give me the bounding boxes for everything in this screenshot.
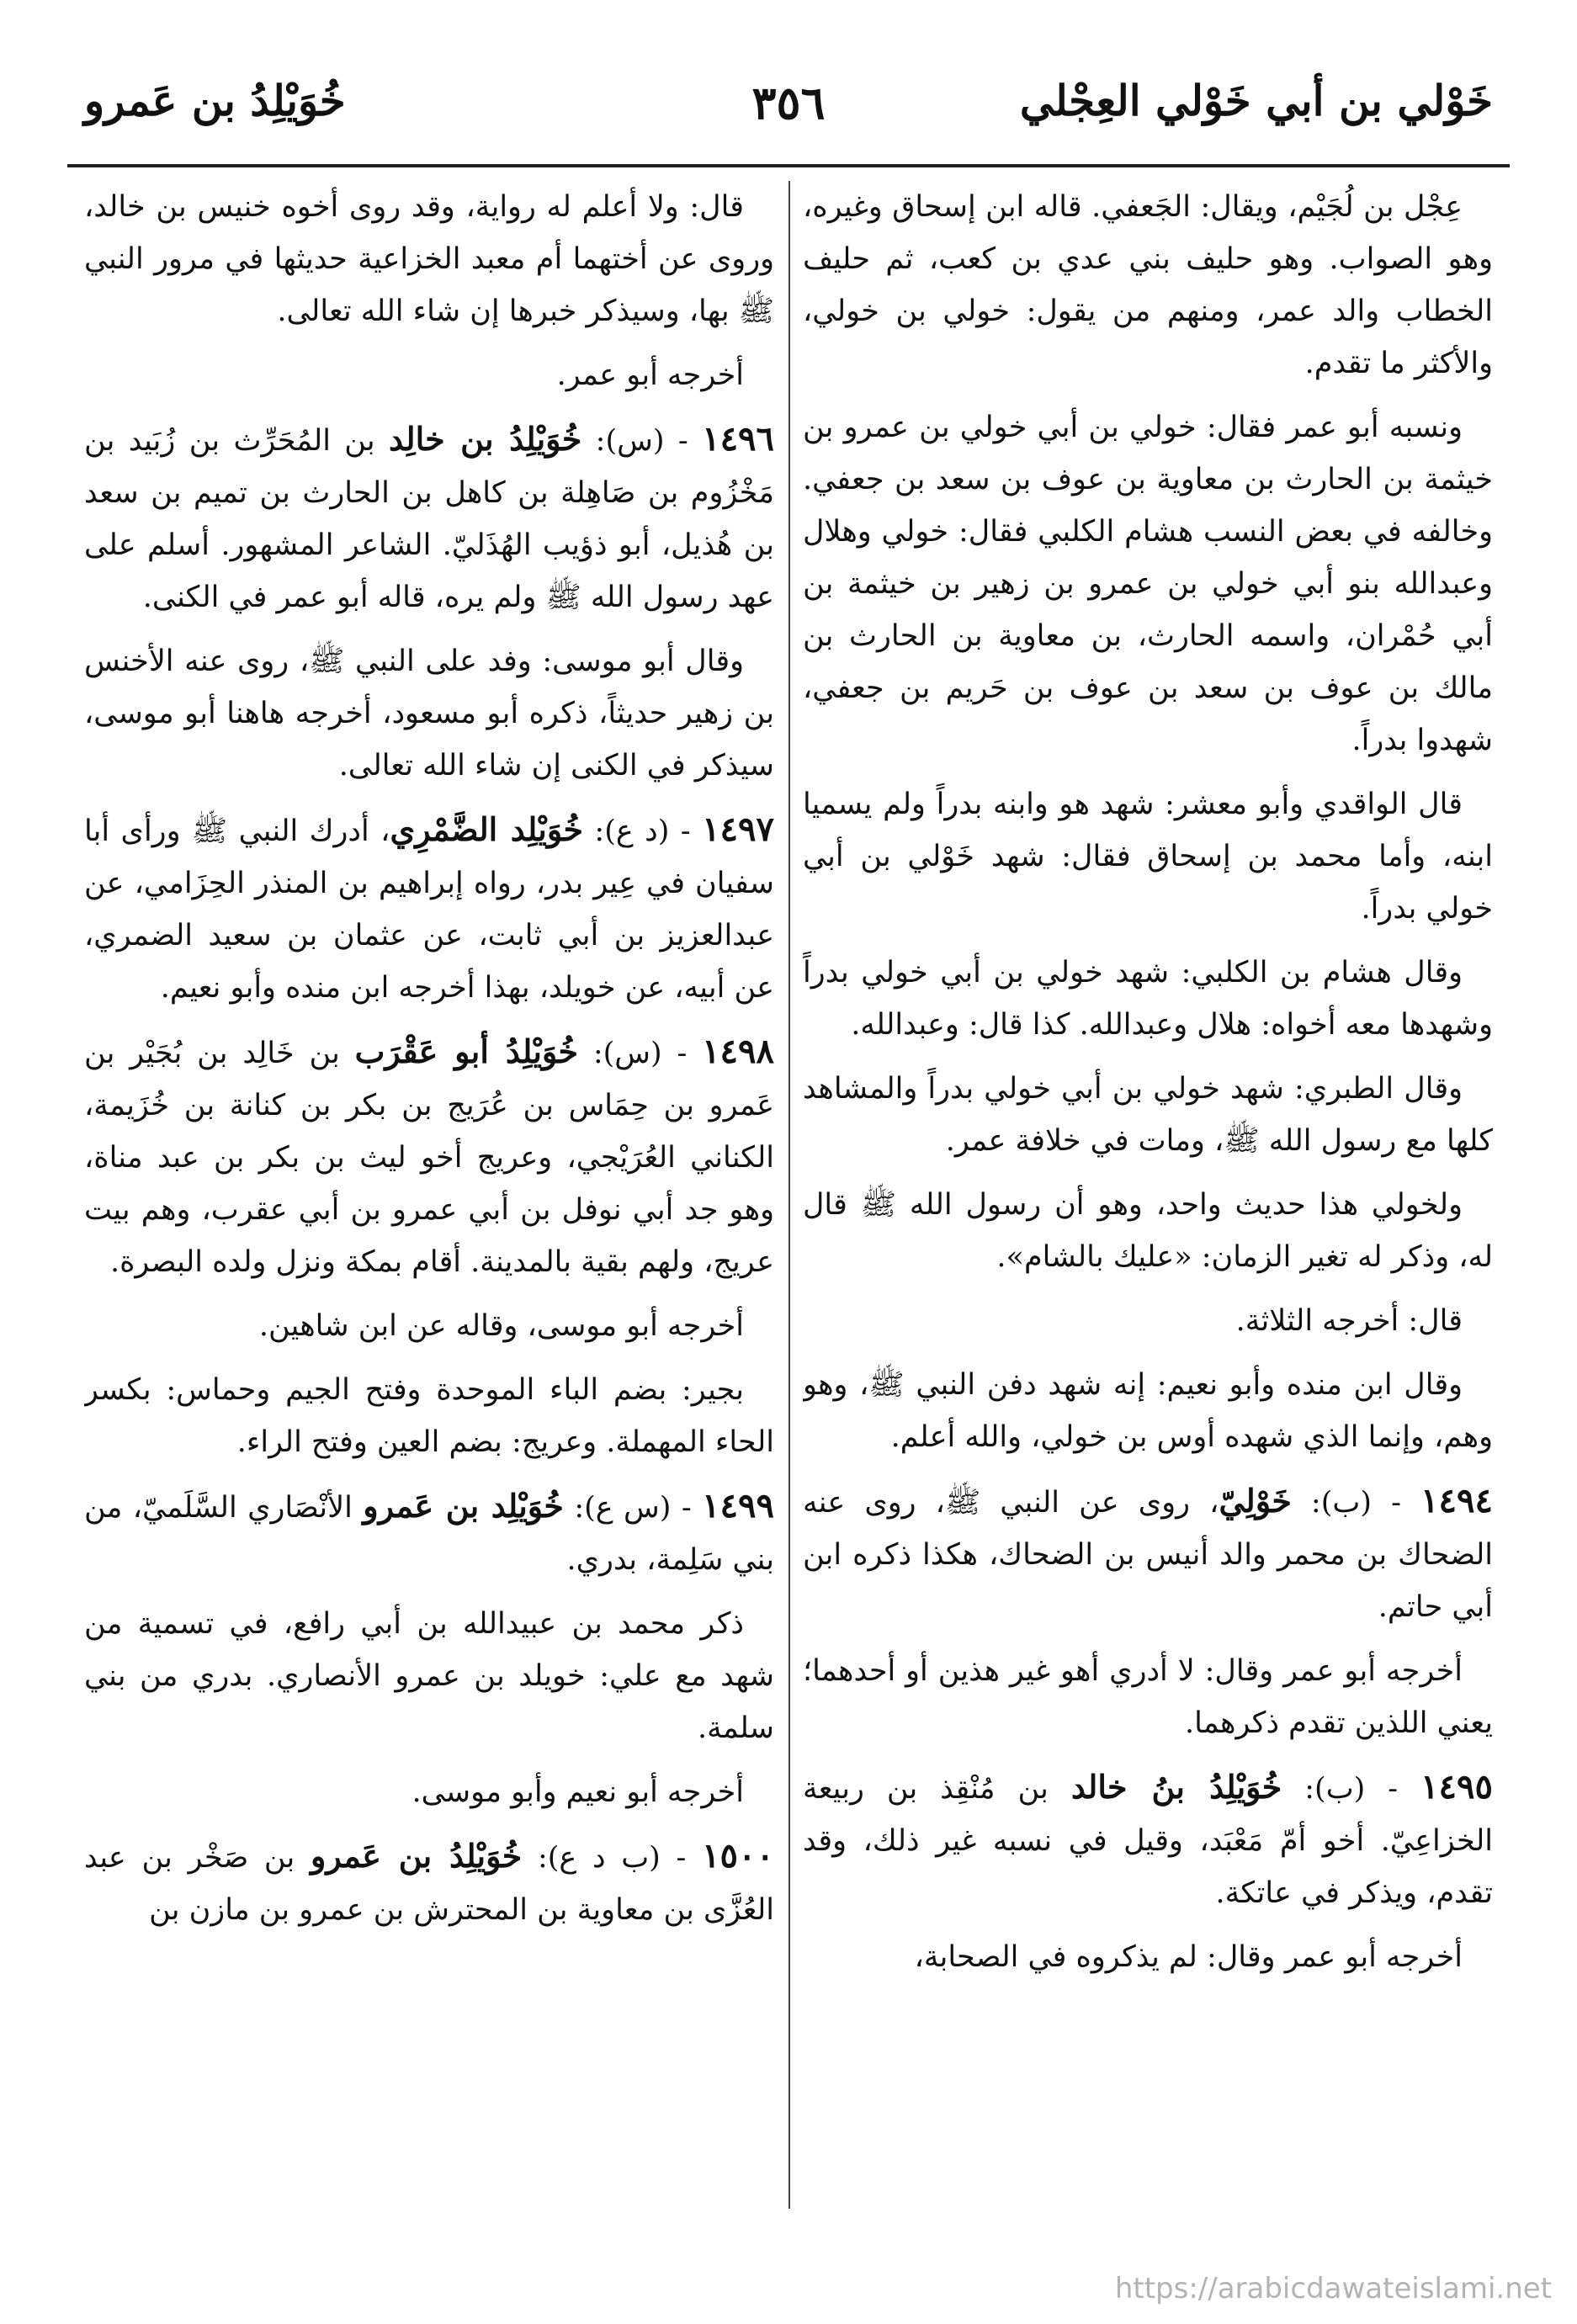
text-paragraph — [803, 778, 1493, 935]
entry-paragraph — [84, 804, 774, 1014]
paragraph-text: أخرجه أبو عمر وقال: لا أدري أهو غير هذين أو أحدهما؛ يعني اللذين تقدم ذكرهما. — [803, 1654, 1493, 1740]
paragraph-text: وقال هشام بن الكلبي: شهد خولي بن أبي خولي بدراً وشهدها معه أخواه: هلال وعبدالله. كذا قال: وعبدالله. — [803, 956, 1493, 1042]
entry-source-code: - (س ع): — [563, 1491, 703, 1525]
entry-paragraph — [84, 1026, 774, 1288]
text-paragraph — [803, 181, 1493, 390]
text-paragraph — [84, 1598, 774, 1754]
page-header — [67, 59, 1510, 151]
entry-number: ١٤٩٨ — [702, 1032, 774, 1071]
text-columns — [84, 181, 1493, 2209]
text-paragraph — [803, 1645, 1493, 1749]
paragraph-text: ونسبه أبو عمر فقال: خولي بن أبي خولي بن عمرو بن خيثمة بن الحارث بن معاوية بن عوف بن سعد بن جعفي. وخالفه في بعض النسب هشام الكلبي فقال: خولي وهلال وعبدالله بنو أبي خولي بن عمرو بن زهير بن خيثمة بن أبي حُمْران، واسمه الحارث، بن معاوية بن الحارث بن مالك بن عوف بن سعد بن عوف بن حَريم بن جعفي، شهدوا بدراً. — [803, 411, 1493, 757]
text-paragraph — [84, 181, 774, 337]
paragraph-text: وقال ابن منده وأبو نعيم: إنه شهد دفن النبي ﷺ، وهو وهم، وإنما الذي شهده أوس بن خولي، والله أعلم. — [803, 1368, 1493, 1454]
text-paragraph — [803, 947, 1493, 1051]
text-paragraph — [84, 349, 774, 401]
text-paragraph — [803, 1295, 1493, 1347]
entry-source-code: - (ب د ع): — [522, 1841, 703, 1875]
paragraph-text: أخرجه أبو موسى، وقاله عن ابن شاهين. — [258, 1309, 744, 1343]
paragraph-text: بن مُنْقِذ بن ربيعة الخزاعِيّ. أخو أمّ مَعْبَد، وقيل في نسبه غير ذلك، وقد تقدم، ويذكر في عاتكة. — [803, 1772, 1493, 1910]
entry-name: خُوَيْلِد الضَّمْرِي — [390, 810, 583, 848]
entry-number: ١٤٩٥ — [1420, 1767, 1493, 1807]
entry-paragraph — [84, 1830, 774, 1936]
text-paragraph — [84, 1364, 774, 1468]
header-right-title: خَوْلي بن أبي خَوْلي العِجْلي — [1019, 76, 1493, 125]
paragraph-text: ولخولي هذا حديث واحد، وهو أن رسول الله ﷺ قال له، وذكر له تغير الزمان: «عليك بالشام». — [803, 1188, 1493, 1274]
paragraph-text: بن المُحَرِّث بن زُبَيد بن مَخْزُوم بن صَاهِلة بن كاهل بن الحارث بن تميم بن سعد بن هُذيل، أبو ذؤيب الهُذَليّ. الشاعر المشهور. أسلم على عهد رسول الله ﷺ ولم يره، قاله أبو عمر في الكنى. — [84, 424, 774, 614]
right-column — [803, 181, 1493, 2209]
entry-source-code: - (د ع): — [582, 814, 703, 848]
column-divider — [788, 181, 790, 2209]
entry-number: ١٤٩٤ — [1420, 1481, 1493, 1520]
entry-name: خَوْلِيّ — [1219, 1482, 1292, 1520]
entry-number: ١٥٠٠ — [702, 1836, 774, 1876]
entry-paragraph — [803, 1475, 1493, 1633]
paragraph-text: وقال الطبري: شهد خولي بن أبي خولي بدراً والمشاهد كلها مع رسول الله ﷺ، ومات في خلافة عمر. — [803, 1072, 1493, 1158]
paragraph-text: ، روى عن النبي ﷺ، روى عنه الضحاك بن محمر والد أنيس بن الضحاك، هكذا ذكره ابن أبي حاتم. — [803, 1486, 1493, 1624]
paragraph-text: عِجْل بن لُجَيْم، ويقال: الجَعفي. قاله ابن إسحاق وغيره، وهو الصواب. وهو حليف بني عدي بن كعب، ثم حليف الخطاب والد عمر، ومنهم من يقول: خولي بن خولي، والأكثر ما تقدم. — [803, 190, 1493, 380]
entry-source-code: - (س): — [578, 1037, 703, 1070]
text-paragraph — [84, 1300, 774, 1352]
watermark-url: https://arabicdawateislami.net — [1114, 2272, 1552, 2305]
entry-name: خُوَيْلِدُ أبو عَقْرَب — [354, 1032, 579, 1070]
entry-number: ١٤٩٧ — [702, 809, 774, 849]
paragraph-text: ، أدرك النبي ﷺ ورأى أبا سفيان في عِير بدر، رواه إبراهيم بن المنذر الحِزَامي، عن عبدالعزيز بن أبي ثابت، عن عثمان بن سعيد الضمري، عن أبيه، عن خويلد، بهذا أخرجه ابن منده وأبو نعيم. — [84, 814, 774, 1005]
text-paragraph — [803, 1179, 1493, 1283]
header-left-title: خُوَيْلِدُ بن عَمرو — [84, 76, 346, 125]
left-column — [84, 181, 774, 2209]
page-number: ٣٥٦ — [751, 76, 826, 130]
paragraph-text: بن خَالِد بن بُجَيْر بن عَمرو بن حِمَاس بن عُرَيج بن بكر بن كنانة بن خُزَيمة، الكناني العُرَيْجي، وعريج أخو ليث بن بكر بن عبد مناة، وهو جد أبي نوفل بن أبي عمرو بن أبي عقرب، وهم بيت عريج، ولهم بقية بالمدينة. أقام بمكة ونزل ولده البصرة. — [84, 1037, 774, 1279]
entry-name: خُوَيْلِد بن عَمرو — [363, 1487, 564, 1525]
text-paragraph — [803, 401, 1493, 767]
entry-name: خُوَيْلِدُ بن خالِد — [389, 420, 582, 458]
entry-source-code: - (ب): — [1291, 1486, 1421, 1520]
text-paragraph — [803, 1063, 1493, 1167]
paragraph-text: أخرجه أبو عمر وقال: لم يذكروه في الصحابة، — [914, 1940, 1463, 1974]
text-paragraph — [803, 1359, 1493, 1463]
paragraph-text: بن صَخْر بن عبد العُزَّى بن معاوية بن المحترش بن عمرو بن مازن بن — [84, 1841, 774, 1927]
paragraph-text: قال: أخرجه الثلاثة. — [1235, 1304, 1463, 1338]
paragraph-text: قال الواقدي وأبو معشر: شهد هو وابنه بدراً ولم يسميا ابنه، وأما محمد بن إسحاق فقال: شهد خَوْلي بن أبي خولي بدراً. — [803, 788, 1493, 926]
entry-paragraph — [84, 413, 774, 623]
entry-source-code: - (ب): — [1282, 1772, 1421, 1806]
paragraph-text: وقال أبو موسى: وفد على النبي ﷺ، روى عنه الأخنس بن زهير حديثاً، ذكره أبو مسعود، أخرجه هاهنا أبو موسى، سيذكر في الكنى إن شاء الله تعالى. — [84, 645, 774, 783]
text-paragraph — [84, 635, 774, 792]
entry-paragraph — [84, 1480, 774, 1586]
paragraph-text: أخرجه أبو عمر. — [556, 358, 744, 392]
paragraph-text: أخرجه أبو نعيم وأبو موسى. — [412, 1775, 744, 1809]
entry-number: ١٤٩٩ — [702, 1486, 774, 1525]
paragraph-text: قال: ولا أعلم له رواية، وقد روى أخوه خنيس بن خالد، وروى عن أختهما أم معبد الخزاعية حديثها في مرور النبي ﷺ بها، وسيذكر خبرها إن شاء الله تعالى. — [84, 190, 774, 328]
entry-source-code: - (س): — [581, 424, 703, 458]
entry-name: خُوَيْلِدُ بنُ خالد — [1070, 1768, 1282, 1806]
entry-number: ١٤٩٦ — [702, 419, 774, 459]
text-paragraph — [84, 1766, 774, 1818]
entry-name: خُوَيْلِدُ بن عَمرو — [310, 1837, 523, 1875]
text-paragraph — [803, 1931, 1493, 1983]
paragraph-text: الأنْصَاري السَّلَميّ، من بني سَلِمة، بدري. — [84, 1491, 774, 1577]
paragraph-text: ذكر محمد بن عبيدالله بن أبي رافع، في تسمية من شهد مع علي: خويلد بن عمرو الأنصاري. بدري من بني سلمة. — [84, 1607, 774, 1745]
header-divider — [67, 164, 1510, 167]
entry-paragraph — [803, 1761, 1493, 1919]
paragraph-text: بجير: بضم الباء الموحدة وفتح الجيم وحماس: بكسر الحاء المهملة. وعريج: بضم العين وفتح الراء. — [84, 1373, 774, 1459]
